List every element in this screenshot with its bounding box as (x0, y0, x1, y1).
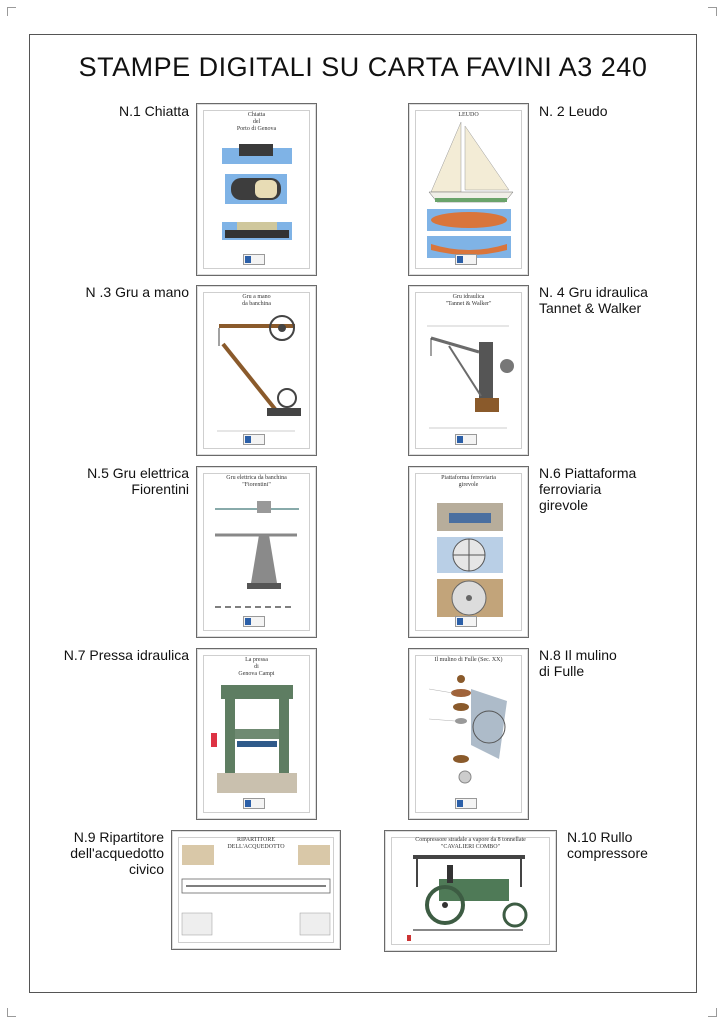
label-line: dell'acquedotto (70, 845, 164, 861)
logo-stamp (243, 254, 265, 265)
print-card-2[interactable] (408, 103, 529, 276)
label-print-10 (567, 829, 648, 861)
label-line: N.7 Pressa idraulica (63, 647, 189, 663)
logo-stamp (243, 616, 265, 627)
label-line: compressore (567, 845, 648, 861)
label-line: N.1 Chiatta (118, 103, 189, 119)
label-line: N.5 Gru elettrica (87, 465, 189, 481)
label-line: N. 4 Gru idraulica (539, 284, 648, 300)
hydraulic-crane-drawing-icon (409, 286, 528, 455)
print-card-8[interactable] (408, 648, 529, 820)
label-line: N .3 Gru a mano (85, 284, 189, 300)
print-title: LEUDO (458, 112, 479, 118)
crop-mark-bottom-left (7, 1008, 16, 1017)
print-title: Chiatta del Porto di Genova (236, 112, 277, 132)
label-print-9 (70, 829, 164, 877)
logo-stamp (455, 616, 477, 627)
crop-mark-top-right (708, 7, 717, 16)
print-title: Gru a mano da banchina (242, 294, 271, 307)
print-card-6[interactable] (408, 466, 529, 638)
label-print-1 (119, 103, 189, 119)
label-print-2 (539, 103, 608, 119)
print-title: Gru idraulica "Tannet & Walker" (445, 294, 492, 307)
label-line: N.6 Piattaforma (539, 465, 637, 481)
aqueduct-drawing-icon (172, 831, 340, 949)
label-line: N.9 Ripartitore (73, 829, 164, 845)
label-line: N. 2 Leudo (539, 103, 608, 119)
label-line: ferroviaria (539, 481, 602, 497)
logo-stamp (455, 434, 477, 445)
print-title: La pressa di Genova Campi (238, 657, 275, 677)
label-print-8 (539, 647, 617, 679)
label-print-5 (87, 465, 189, 497)
print-title: Il mulino di Fulle (Sec. XX) (434, 657, 503, 663)
label-print-4 (539, 284, 648, 316)
label-print-3 (86, 284, 190, 300)
crop-mark-top-left (7, 7, 16, 16)
print-card-3[interactable] (196, 285, 317, 456)
turntable-drawing-icon (409, 467, 528, 637)
label-line: N.10 Rullo (567, 829, 633, 845)
barge-drawing-icon (197, 104, 316, 275)
print-title: Piattaforma ferroviaria girevole (441, 475, 496, 488)
label-print-6 (539, 465, 636, 513)
hydraulic-press-drawing-icon (197, 649, 316, 819)
print-card-5[interactable] (196, 466, 317, 638)
mill-exploded-drawing-icon (409, 649, 528, 819)
logo-stamp (243, 798, 265, 809)
print-card-4[interactable] (408, 285, 529, 456)
print-card-10[interactable] (384, 830, 557, 952)
sailboat-drawing-icon (409, 104, 528, 275)
hand-crane-drawing-icon (197, 286, 316, 455)
label-line: civico (128, 861, 164, 877)
print-title: Gru elettrica da banchina "Fiorentini" (226, 475, 287, 488)
electric-crane-drawing-icon (197, 467, 316, 637)
logo-stamp (243, 434, 265, 445)
label-line: di Fulle (539, 663, 585, 679)
print-title: RIPARTITORE DELL'ACQUEDOTTO (227, 837, 285, 850)
print-card-1[interactable] (196, 103, 317, 276)
print-title: Compressore stradale a vapore da 8 tonnellate "CAVALIERI COMBO" (415, 837, 526, 850)
page-title: STAMPE DIGITALI SU CARTA FAVINI A3 240 (78, 52, 648, 82)
logo-stamp (455, 798, 477, 809)
steam-roller-drawing-icon (385, 831, 556, 951)
label-line: N.8 Il mulino (539, 647, 617, 663)
print-card-7[interactable] (196, 648, 317, 820)
crop-mark-bottom-right (708, 1008, 717, 1017)
label-line: girevole (539, 497, 589, 513)
label-print-7 (64, 647, 189, 663)
print-card-9[interactable] (171, 830, 341, 950)
label-line: Tannet & Walker (539, 300, 642, 316)
label-line: Fiorentini (131, 481, 189, 497)
logo-stamp (455, 254, 477, 265)
